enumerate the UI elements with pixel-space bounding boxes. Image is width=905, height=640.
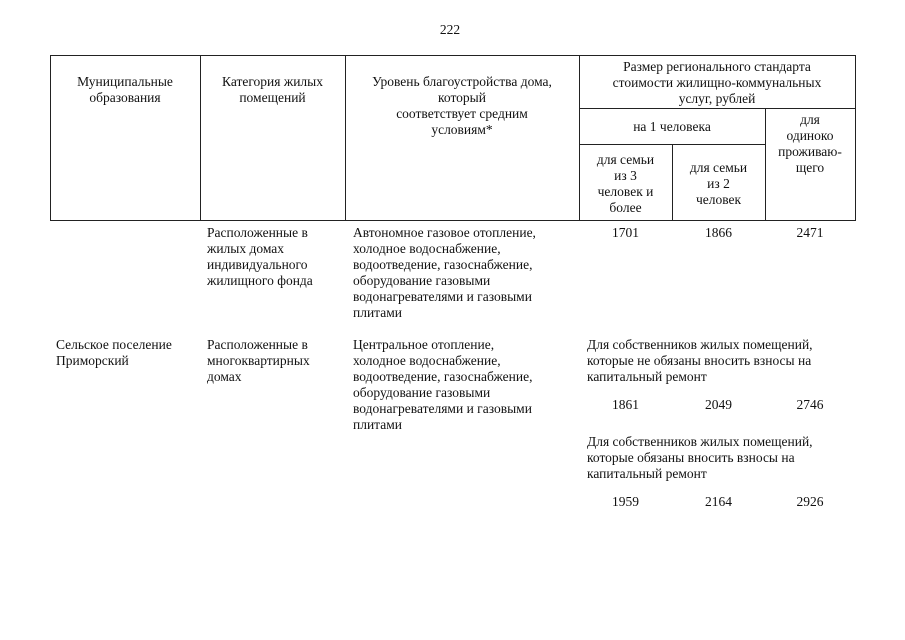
row2-b-family3: 1959 (612, 494, 639, 509)
header-single: для одиноко проживаю- щего (778, 112, 842, 175)
page-number: 222 (439, 22, 461, 37)
header-per-person: на 1 человека (633, 119, 711, 134)
header-right-border (855, 55, 856, 221)
row2-a-family2: 2049 (705, 397, 732, 412)
row2-b-family2: 2164 (705, 494, 732, 509)
header-standard: Размер регионального стандарта стоимости жилищно-коммунальных услуг, рублей (612, 59, 822, 106)
header-family3: для семьи из 3 человек и более (596, 152, 655, 215)
row2-category: Расположенные в многоквартирных домах (207, 337, 310, 384)
row2-b-single: 2926 (796, 494, 824, 509)
header-bottom-border (50, 220, 856, 221)
row1-value-family3: 1701 (612, 225, 639, 240)
row2-municipality: Сельское поселение Приморский (56, 337, 172, 368)
header-category: Категория жилых помещений (222, 74, 323, 105)
header-mid-border (579, 108, 856, 109)
row2-a-single: 2746 (796, 397, 824, 412)
header-top-border (50, 55, 856, 56)
row1-value-family2: 1866 (705, 225, 732, 240)
row1-level: Автономное газовое отопление, холодное водоснабжение, водоотведение, газоснабжение, оборудование газовыми водонагревателями и газовыми плитами (353, 225, 536, 320)
row2-note-no-obligation: Для собственников жилых помещений, которые не обязаны вносить взносы на капитальный ремонт (587, 337, 813, 384)
header-municipality: Муниципальные образования (77, 74, 173, 105)
row2-note-obligation: Для собственников жилых помещений, которые обязаны вносить взносы на капитальный ремонт (587, 434, 813, 481)
row2-level: Центральное отопление, холодное водоснабжение, водоотведение, газоснабжение, оборудование газовыми водонагревателями и газовыми плитами (353, 337, 533, 432)
row1-value-single: 2471 (796, 225, 824, 240)
header-level: Уровень благоустройства дома, который соответствует средним условиям* (372, 74, 552, 137)
header-family2: для семьи из 2 человек (689, 160, 748, 207)
row2-a-family3: 1861 (612, 397, 639, 412)
row1-category: Расположенные в жилых домах индивидуального жилищного фонда (207, 225, 313, 288)
